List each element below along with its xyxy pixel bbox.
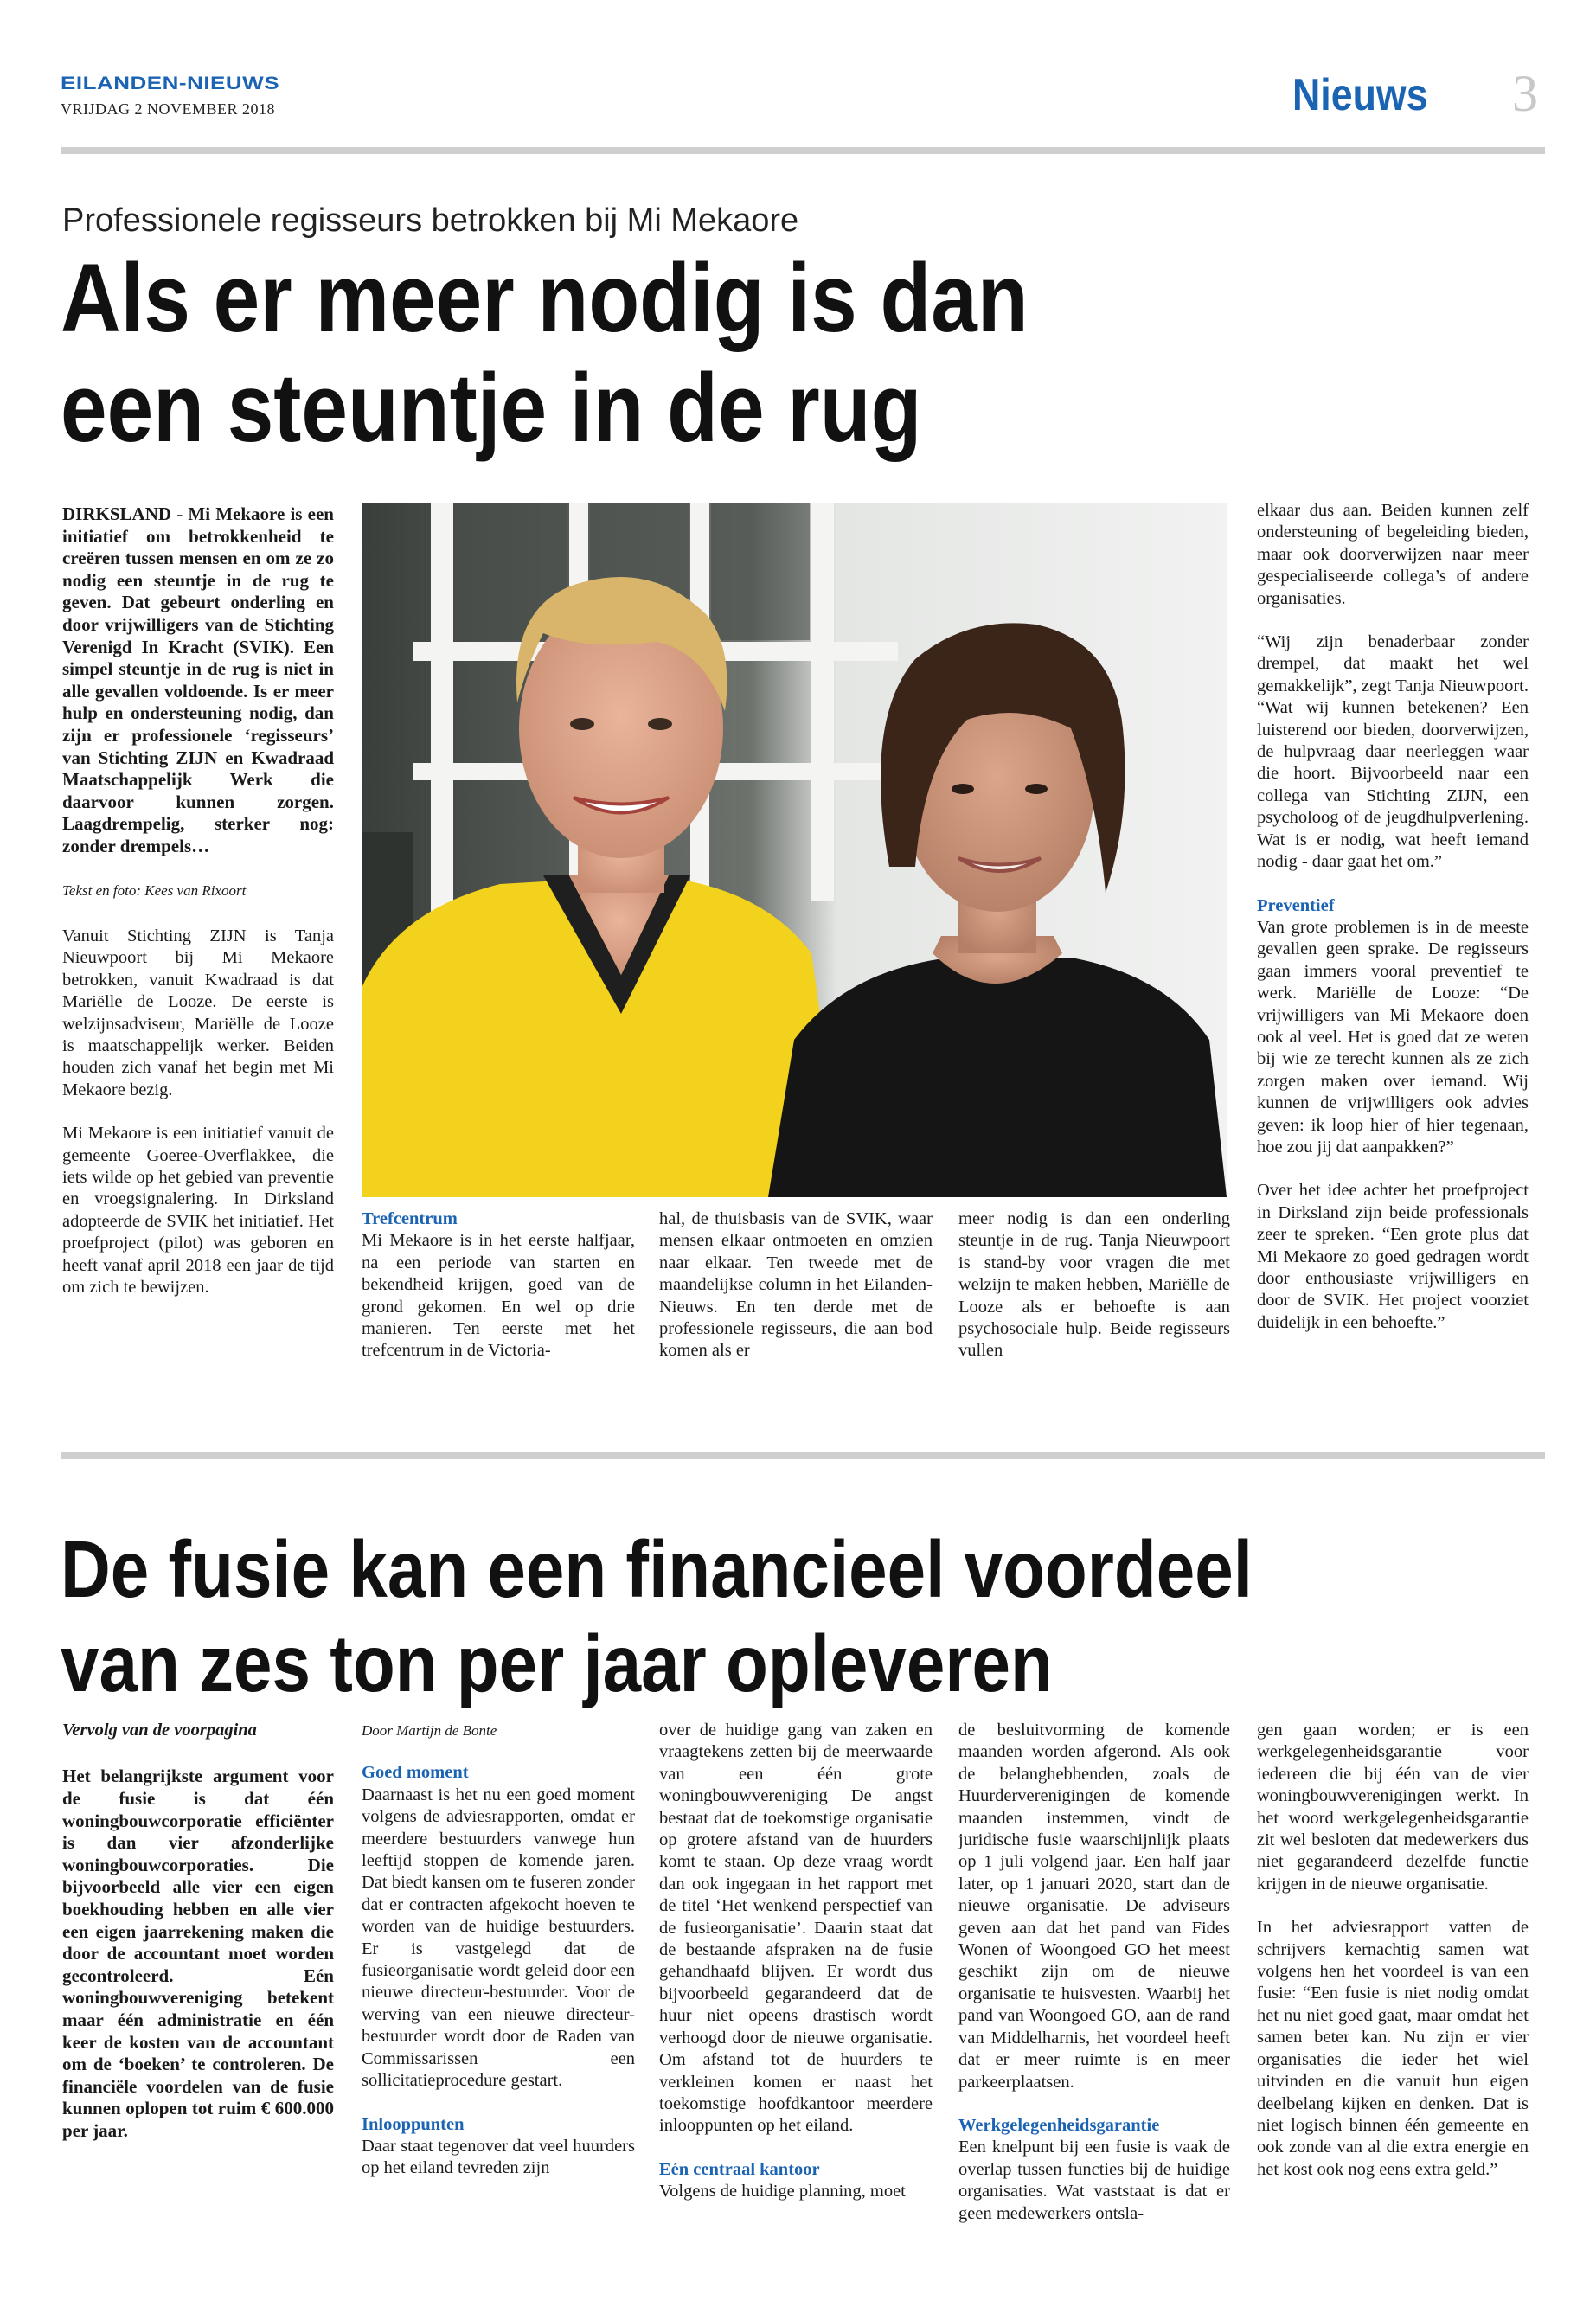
article1-paragraph: elkaar dus aan. Beiden kunnen zelf ondersteuning of begeleiding bieden, maar ook doorverwijzen naar meer gespecialiseerde collega’s of andere organisaties. <box>1257 501 1529 608</box>
article1-paragraph: “Wij zijn benaderbaar zonder drempel, dat maakt het wel gemakkelijk”, zegt Tanja Nieuwpoort. “Wat wij kunnen betekenen? Een luisterend oor bieden, doorverwijzen, de hulpvraag daar neerleggen waar die hoort. Bijvoorbeeld naar een collega van Stichting ZIJN, een psycholoog of de jeugdhulpverlening. Wat is er nodig, wat heeft iemand nodig - daar gaat het om.” <box>1257 632 1529 872</box>
subhead-centraal-kantoor: Eén centraal kantoor <box>659 2159 820 2179</box>
article1-paragraph: hal, de thuisbasis van de SVIK, waar mensen elkaar ontmoeten en omzien naar elkaar. Ten tweede met de maandelijkse column in het Eilanden-Nieuws. En ten derde met de professionele regisseurs, die aan bod komen als er <box>659 1209 933 1361</box>
article2-column-1 <box>62 1720 334 2143</box>
article2-headline-line2: van zes ton per jaar opleveren <box>61 1618 1053 1708</box>
article1-column-2 <box>362 1208 635 1362</box>
article2-column-5 <box>1257 1720 1529 2181</box>
article1-column-4 <box>958 1208 1230 1362</box>
article1-paragraph: Over het idee achter het proefproject in Dirksland zijn beide professionals zeer te spreken. “Een grote plus dat Mi Mekaore zo goed gedragen wordt door enthousiaste vrijwilligers en door de SVIK. Het project voorziet duidelijk in een behoefte.” <box>1257 1181 1529 1332</box>
article1-column-5 <box>1257 500 1529 1334</box>
article2-column-4 <box>958 1720 1230 2225</box>
article1-column-1 <box>62 503 334 1298</box>
subhead-inlooppunten: Inlooppunten <box>362 2114 465 2134</box>
subhead-preventief: Preventief <box>1257 895 1335 915</box>
article1-lead: DIRKSLAND - Mi Mekaore is een initiatief om betrokkenheid te creëren tussen mensen en om ze zo nodig een steuntje in de rug te geven. Dat gebeurt onderling en door vrijwilligers van de Stichting Verenigd In Kracht (SVIK). Een simpel steuntje in de rug is niet in alle gevallen voldoende. Is er meer hulp en ondersteuning nodig, dan zijn er professionele ‘regisseurs’ van Stichting ZIJN en Kwadraad Maatschappelijk Werk die daarvoor kunnen zorgen. Laagdrempelig, sterker nog: zonder drempels… <box>62 503 334 856</box>
article2-paragraph: Een knelpunt bij een fusie is vaak de overlap tussen functies bij de huidige organisaties. Wat vaststaat is dat er geen medewerkers ontsla- <box>958 2138 1230 2223</box>
section-name: Nieuws <box>1292 70 1428 120</box>
article2-paragraph: over de huidige gang van zaken en vraagtekens zetten bij de meerwaarde van een één grote woningbouwvereniging De angst bestaat dat de toekomstige organisatie op grotere afstand van de huurders komt te staan. Op deze vraag wordt dan ook ingegaan in het rapport met de titel ‘Het wenkend perspectief van de fusieorganisatie’. Daarin staat dat de bestaande afspraken na de fusie gehandhaafd blijven. Er wordt dus bijvoorbeeld gegarandeerd dat de huur niet opeens drastisch wordt verhoogd door de nieuwe organisatie. Om afstand tot de huurders te verkleinen komen er naast het toekomstige hoofdkantoor meerdere inlooppunten op het eiland. <box>659 1721 933 2136</box>
article1-photo <box>362 503 1227 1197</box>
article1-headline <box>61 244 1029 463</box>
article1-credit: Tekst en foto: Kees van Rixoort <box>62 881 247 899</box>
article2-paragraph: Volgens de huidige planning, moet <box>659 2182 906 2202</box>
article1-paragraph: Van grote problemen is in de meeste gevallen geen sprake. De regisseurs gaan immers vooral preventief te werk. Mariëlle de Looze: “De vrijwilligers van Mi Mekaore doen ook al veel. Het is goed dat ze weten bij wie ze terecht kunnen als ze zich zorgen maken over iemand. Wij kunnen de vrijwilligers ook advies geven: ik loop hier of hier tegenaan, hoe zou jij dat aanpakken?” <box>1257 917 1529 1157</box>
article1-headline-line1: Als er meer nodig is dan <box>61 244 1029 352</box>
article1-headline-line2: een steuntje in de rug <box>61 353 922 462</box>
article2-continued-label: Vervolg van de voorpagina <box>62 1721 257 1740</box>
article1-paragraph: Vanuit Stichting ZIJN is Tanja Nieuwpoort bij Mi Mekaore betrokken, vanuit Kwadraad is dat Mariëlle de Looze. De eerste is welzijnsadviseur, Mariëlle de Looze is maatschappelijk werker. Beiden houden zich vanaf het begin met Mi Mekaore bezig. <box>62 926 334 1099</box>
subhead-trefcentrum: Trefcentrum <box>362 1209 458 1228</box>
article2-paragraph: Daar staat tegenover dat veel huurders op het eiland tevreden zijn <box>362 2136 635 2178</box>
article2-paragraph: de besluitvorming de komende maanden worden afgerond. Als ook de belanghebbenden, zoals de Huurderverenigingen de komende maanden instemmen, vindt de juridische fusie waarschijnlijk plaats op 1 juli volgend jaar. Een half jaar later, op 1 januari 2020, start dan de nieuwe organisatie. De adviseurs geven aan dat het pand van Fides Wonen of Woongoed GO het meest geschikt zijn om de nieuwe organisatie te huisvesten. Waarbij het pand van Woongoed GO, aan de rand van Middelharnis, het voordeel heeft dat er meer ruimte is en meer parkeerplaatsen. <box>958 1721 1230 2092</box>
article2-lead: Het belangrijkste argument voor de fusie is dat één woningbouwcorporatie efficiënter is dan vier afzonderlijke woningbouwcorporaties. Die bijvoorbeeld alle vier een eigen boekhouding hebben en alle vier een eigen jaarrekening maken die door de accountant moet worden gecontroleerd. Eén woningbouwvereniging betekent maar één administratie en één keer de kosten van de accountant om de ‘boeken’ te controleren. De financiële voordelen van de fusie kunnen oplopen tot ruim € 600.000 per jaar. <box>62 1766 334 2141</box>
page-number: 3 <box>1512 65 1538 122</box>
article2-column-3 <box>659 1720 933 2203</box>
article1-paragraph: Mi Mekaore is in het eerste halfjaar, na een periode van starten en bekendheid krijgen, goed van de grond gekomen. En wel op drie manieren. Ten eerste met het trefcentrum in de Victoria- <box>362 1231 635 1361</box>
top-rule <box>61 147 1545 154</box>
article1-paragraph: Mi Mekaore is een initiatief vanuit de gemeente Goeree-Overflakkee, die iets wilde op het gebied van preventie en vroegsignalering. In Dirksland adopteerde de SVIK het initiatief. Het proefproject (pilot) was geboren en heeft vanaf april 2018 een jaar de tijd om zich te bewijzen. <box>62 1124 334 1297</box>
article2-headline-line1: De fusie kan een financieel voordeel <box>61 1524 1253 1614</box>
article2-headline <box>61 1522 1253 1711</box>
article2-paragraph: gen gaan worden; er is een werkgelegenheidsgarantie voor iedereen die bij één van de vier woningbouwverenigingen werkt. In het woord werkgelegenheidsgarantie zit wel besloten dat medewerkers dus niet gegarandeerd dezelfde functie krijgen in de nieuwe organisatie. <box>1257 1721 1529 1894</box>
article1-kicker: Professionele regisseurs betrokken bij Mi Mekaore <box>62 202 799 239</box>
article2-paragraph: Daarnaast is het nu een goed moment volgens de adviesrapporten, omdat er meerdere bestuurders vanwege hun leeftijd stoppen de komende jaren. Dat biedt kansen om te fuseren zonder dat er contracten afgekocht hoeven te worden van de huidige bestuurders. Er is vastgelegd dat de fusieorganisatie wordt geleid door een nieuwe directeur-bestuurder. Voor de werving van een nieuwe directeur-bestuurder wordt door de Raden van Commissarissen een sollicitatieprocedure gestart. <box>362 1785 635 2091</box>
article1-paragraph: meer nodig is dan een onderling steuntje in de rug. Tanja Nieuwpoort is stand-by voor vragen die met welzijn te maken hebben, Mariëlle de Looze als er behoefte is aan psychosociale hulp. Beide regisseurs vullen <box>958 1209 1230 1361</box>
newspaper-logo: EILANDEN-NIEUWS <box>61 73 280 93</box>
article2-byline: Door Martijn de Bonte <box>362 1722 497 1739</box>
article-divider-rule <box>61 1452 1545 1459</box>
article2-column-2 <box>362 1720 635 2180</box>
article2-paragraph: In het adviesrapport vatten de schrijvers kernachtig samen wat volgens hen het voordeel is van een fusie: “Een fusie is niet nodig omdat het nu niet goed gaat, maar omdat het samen beter kan. Nu zijn er vier organisaties die ieder het wiel uitvinden en die vanuit hun eigen deelbelang kijken en denken. Dat is niet logisch binnen één gemeente en ook zonde van al die extra energie en het kost ook nog eens extra geld.” <box>1257 1918 1529 2179</box>
subhead-goed-moment: Goed moment <box>362 1763 469 1783</box>
article1-column-3 <box>659 1208 933 1362</box>
subhead-werkgelegenheidsgarantie: Werkgelegenheidsgarantie <box>958 2115 1160 2135</box>
issue-date: VRIJDAG 2 NOVEMBER 2018 <box>61 100 276 118</box>
